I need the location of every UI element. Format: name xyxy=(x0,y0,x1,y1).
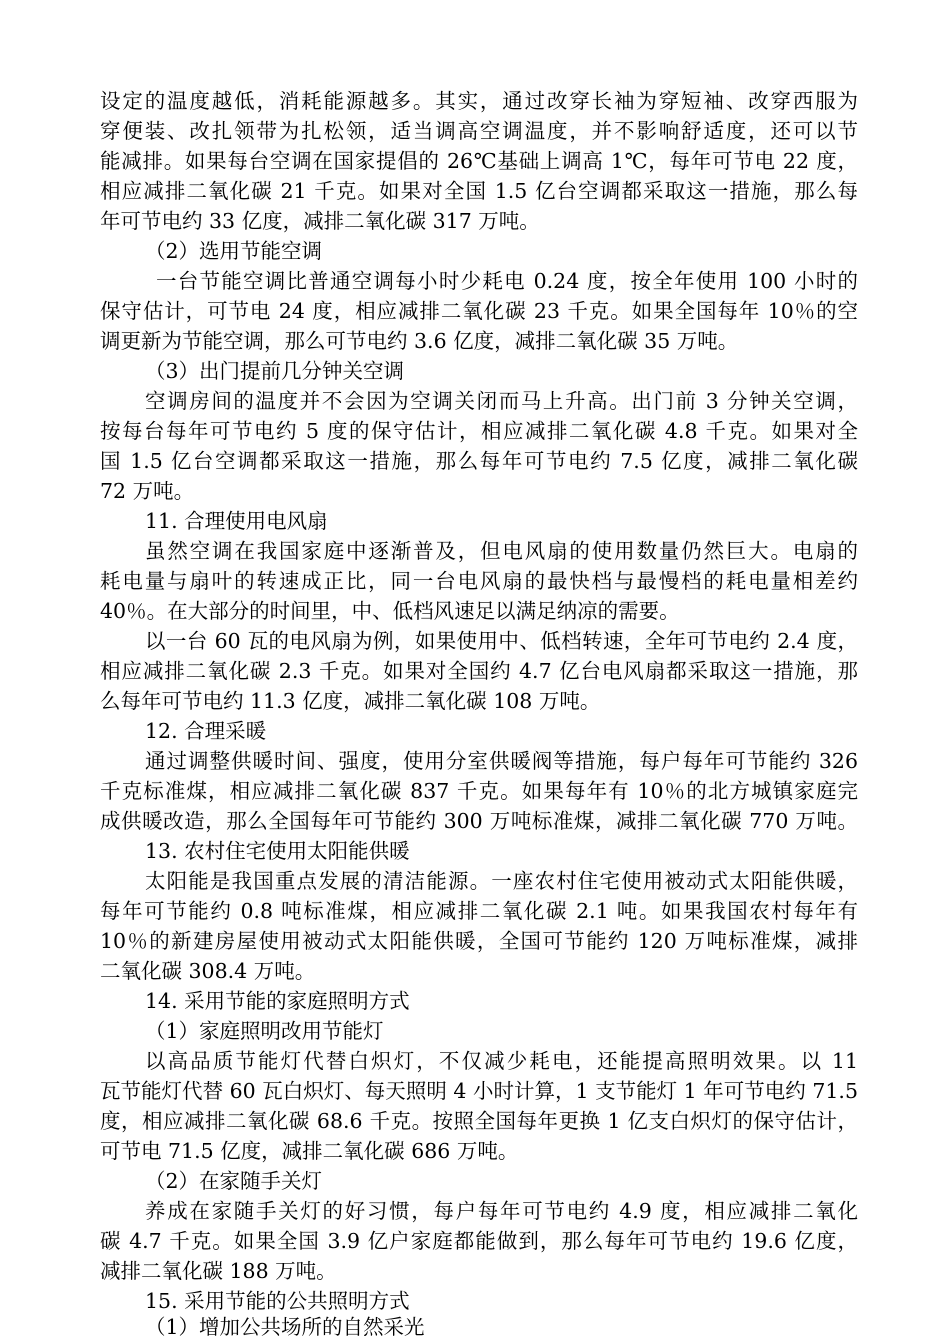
section-heading: （2）在家随手关灯 xyxy=(145,1169,323,1193)
text-line: 调更新为节能空调，那么可节电约 3.6 亿度，减排二氧化碳 35 万吨。 xyxy=(100,329,739,353)
text-line: 碳 4.7 千克。如果全国 3.9 亿户家庭都能做到，那么每年可节电约 19.6 亿度， xyxy=(100,1229,858,1253)
section-heading: （2）选用节能空调 xyxy=(145,239,323,263)
text-line: 穿便装、改扎领带为扎松领，适当调高空调温度，并不影响舒适度，还可以节 xyxy=(100,119,858,143)
section-heading: （3）出门提前几分钟关空调 xyxy=(145,359,405,383)
text-line: 空调房间的温度并不会因为空调关闭而马上升高。出门前 3 分钟关空调， xyxy=(145,389,858,413)
section-heading: 11. 合理使用电风扇 xyxy=(145,509,328,533)
text-line: 10％的新建房屋使用被动式太阳能供暖，全国可节能约 120 万吨标准煤，减排 xyxy=(100,929,858,953)
text-line: 养成在家随手关灯的好习惯，每户每年可节电约 4.9 度，相应减排二氧化 xyxy=(145,1199,858,1223)
text-line: 能减排。如果每台空调在国家提倡的 26℃基础上调高 1℃，每年可节电 22 度， xyxy=(100,149,858,173)
text-line: 每年可节能约 0.8 吨标准煤，相应减排二氧化碳 2.1 吨。如果我国农村每年有 xyxy=(100,899,858,923)
section-heading: 14. 采用节能的家庭照明方式 xyxy=(145,989,410,1013)
text-line: 太阳能是我国重点发展的清洁能源。一座农村住宅使用被动式太阳能供暖， xyxy=(145,869,858,893)
text-line: 一台节能空调比普通空调每小时少耗电 0.24 度，按全年使用 100 小时的 xyxy=(156,269,858,293)
text-line: 设定的温度越低，消耗能源越多。其实，通过改穿长袖为穿短袖、改穿西服为 xyxy=(100,89,858,113)
text-line: 瓦节能灯代替 60 瓦白炽灯、每天照明 4 小时计算，1 支节能灯 1 年可节电约 71.5 xyxy=(100,1079,858,1103)
section-heading: 13. 农村住宅使用太阳能供暖 xyxy=(145,839,410,863)
text-line: 按每台每年可节电约 5 度的保守估计，相应减排二氧化碳 4.8 千克。如果对全 xyxy=(100,419,858,443)
text-line: 相应减排二氧化碳 21 千克。如果对全国 1.5 亿台空调都采取这一措施，那么每 xyxy=(100,179,858,203)
text-line: 通过调整供暖时间、强度，使用分室供暖阀等措施，每户每年可节能约 326 xyxy=(145,749,858,773)
text-line: 可节电 71.5 亿度，减排二氧化碳 686 万吨。 xyxy=(100,1139,519,1163)
text-line: 国 1.5 亿台空调都采取这一措施，那么每年可节电约 7.5 亿度，减排二氧化碳 xyxy=(100,449,858,473)
text-line: 72 万吨。 xyxy=(100,479,195,503)
text-line: 相应减排二氧化碳 2.3 千克。如果对全国约 4.7 亿台电风扇都采取这一措施，那 xyxy=(100,659,858,683)
text-line: 成供暖改造，那么全国每年可节能约 300 万吨标准煤，减排二氧化碳 770 万吨。 xyxy=(100,809,858,833)
text-line: 以高品质节能灯代替白炽灯，不仅减少耗电，还能提高照明效果。以 11 xyxy=(145,1049,858,1073)
text-line: 减排二氧化碳 188 万吨。 xyxy=(100,1259,337,1283)
text-line: 二氧化碳 308.4 万吨。 xyxy=(100,959,316,983)
section-heading: （1）家庭照明改用节能灯 xyxy=(145,1019,384,1043)
section-heading: 12. 合理采暖 xyxy=(145,719,267,743)
section-heading: 15. 采用节能的公共照明方式 xyxy=(145,1289,410,1313)
text-line: 虽然空调在我国家庭中逐渐普及，但电风扇的使用数量仍然巨大。电扇的 xyxy=(145,539,858,563)
section-heading: （1）增加公共场所的自然采光 xyxy=(145,1315,425,1339)
text-line: 以一台 60 瓦的电风扇为例，如果使用中、低档转速，全年可节电约 2.4 度， xyxy=(145,629,858,653)
text-line: 千克标准煤，相应减排二氧化碳 837 千克。如果每年有 10％的北方城镇家庭完 xyxy=(100,779,858,803)
text-line: 耗电量与扇叶的转速成正比，同一台电风扇的最快档与最慢档的耗电量相差约 xyxy=(100,569,858,593)
text-line: 年可节电约 33 亿度，减排二氧化碳 317 万吨。 xyxy=(100,209,540,233)
text-line: 么每年可节电约 11.3 亿度，减排二氧化碳 108 万吨。 xyxy=(100,689,601,713)
text-line: 40％。在大部分的时间里，中、低档风速足以满足纳凉的需要。 xyxy=(100,599,680,623)
text-line: 保守估计，可节电 24 度，相应减排二氧化碳 23 千克。如果全国每年 10％的空 xyxy=(100,299,858,323)
text-line: 度，相应减排二氧化碳 68.6 千克。按照全国每年更换 1 亿支白炽灯的保守估计， xyxy=(100,1109,858,1133)
